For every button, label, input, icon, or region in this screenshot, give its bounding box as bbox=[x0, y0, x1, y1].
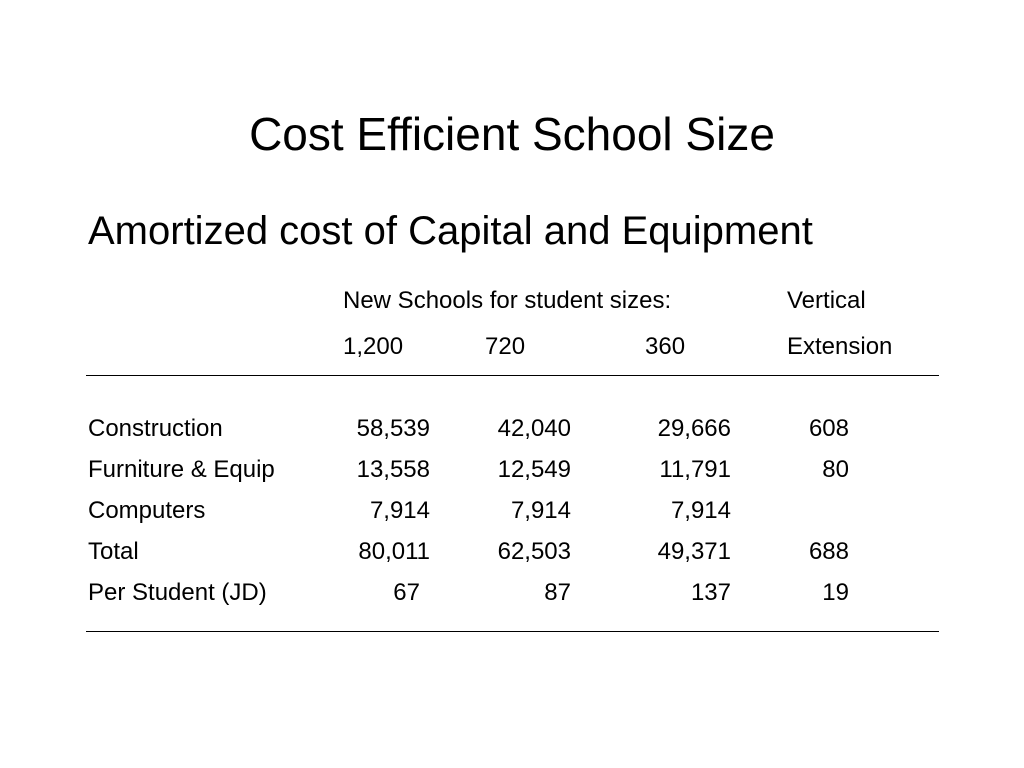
cell-vertical: 608 bbox=[808, 415, 849, 442]
header-col-720: 720 bbox=[485, 333, 526, 360]
cell-720: 12,549 bbox=[497, 456, 571, 483]
slide-title: Cost Efficient School Size bbox=[249, 108, 775, 160]
cell-1200: 58,539 bbox=[356, 415, 430, 442]
row-label: Total bbox=[88, 538, 139, 565]
row-label: Furniture & Equip bbox=[88, 456, 275, 483]
row-label: Computers bbox=[88, 497, 206, 524]
cell-1200: 7,914 bbox=[369, 497, 430, 524]
header-col-360: 360 bbox=[645, 333, 686, 360]
cell-vertical: 19 bbox=[822, 579, 849, 606]
slide-subtitle: Amortized cost of Capital and Equipment bbox=[88, 209, 813, 253]
row-label: Per Student (JD) bbox=[88, 579, 267, 606]
footer-rule bbox=[86, 631, 939, 632]
cell-360: 49,371 bbox=[657, 538, 731, 565]
cell-360: 29,666 bbox=[657, 415, 731, 442]
cell-1200: 67 bbox=[393, 579, 420, 606]
cell-1200: 13,558 bbox=[356, 456, 430, 483]
cell-vertical: 688 bbox=[808, 538, 849, 565]
cell-720: 42,040 bbox=[497, 415, 571, 442]
cell-360: 137 bbox=[690, 579, 731, 606]
cell-360: 7,914 bbox=[670, 497, 731, 524]
cell-720: 62,503 bbox=[497, 538, 571, 565]
cell-720: 7,914 bbox=[510, 497, 571, 524]
header-extension: Extension bbox=[787, 333, 893, 360]
header-col-1200: 1,200 bbox=[343, 333, 404, 360]
header-vertical: Vertical bbox=[787, 287, 866, 314]
cell-720: 87 bbox=[544, 579, 571, 606]
row-label: Construction bbox=[88, 415, 223, 442]
header-rule bbox=[86, 375, 939, 376]
cell-360: 11,791 bbox=[659, 456, 731, 483]
cell-vertical: 80 bbox=[822, 456, 849, 483]
cell-1200: 80,011 bbox=[358, 538, 430, 565]
header-group-label: New Schools for student sizes: bbox=[343, 287, 672, 314]
